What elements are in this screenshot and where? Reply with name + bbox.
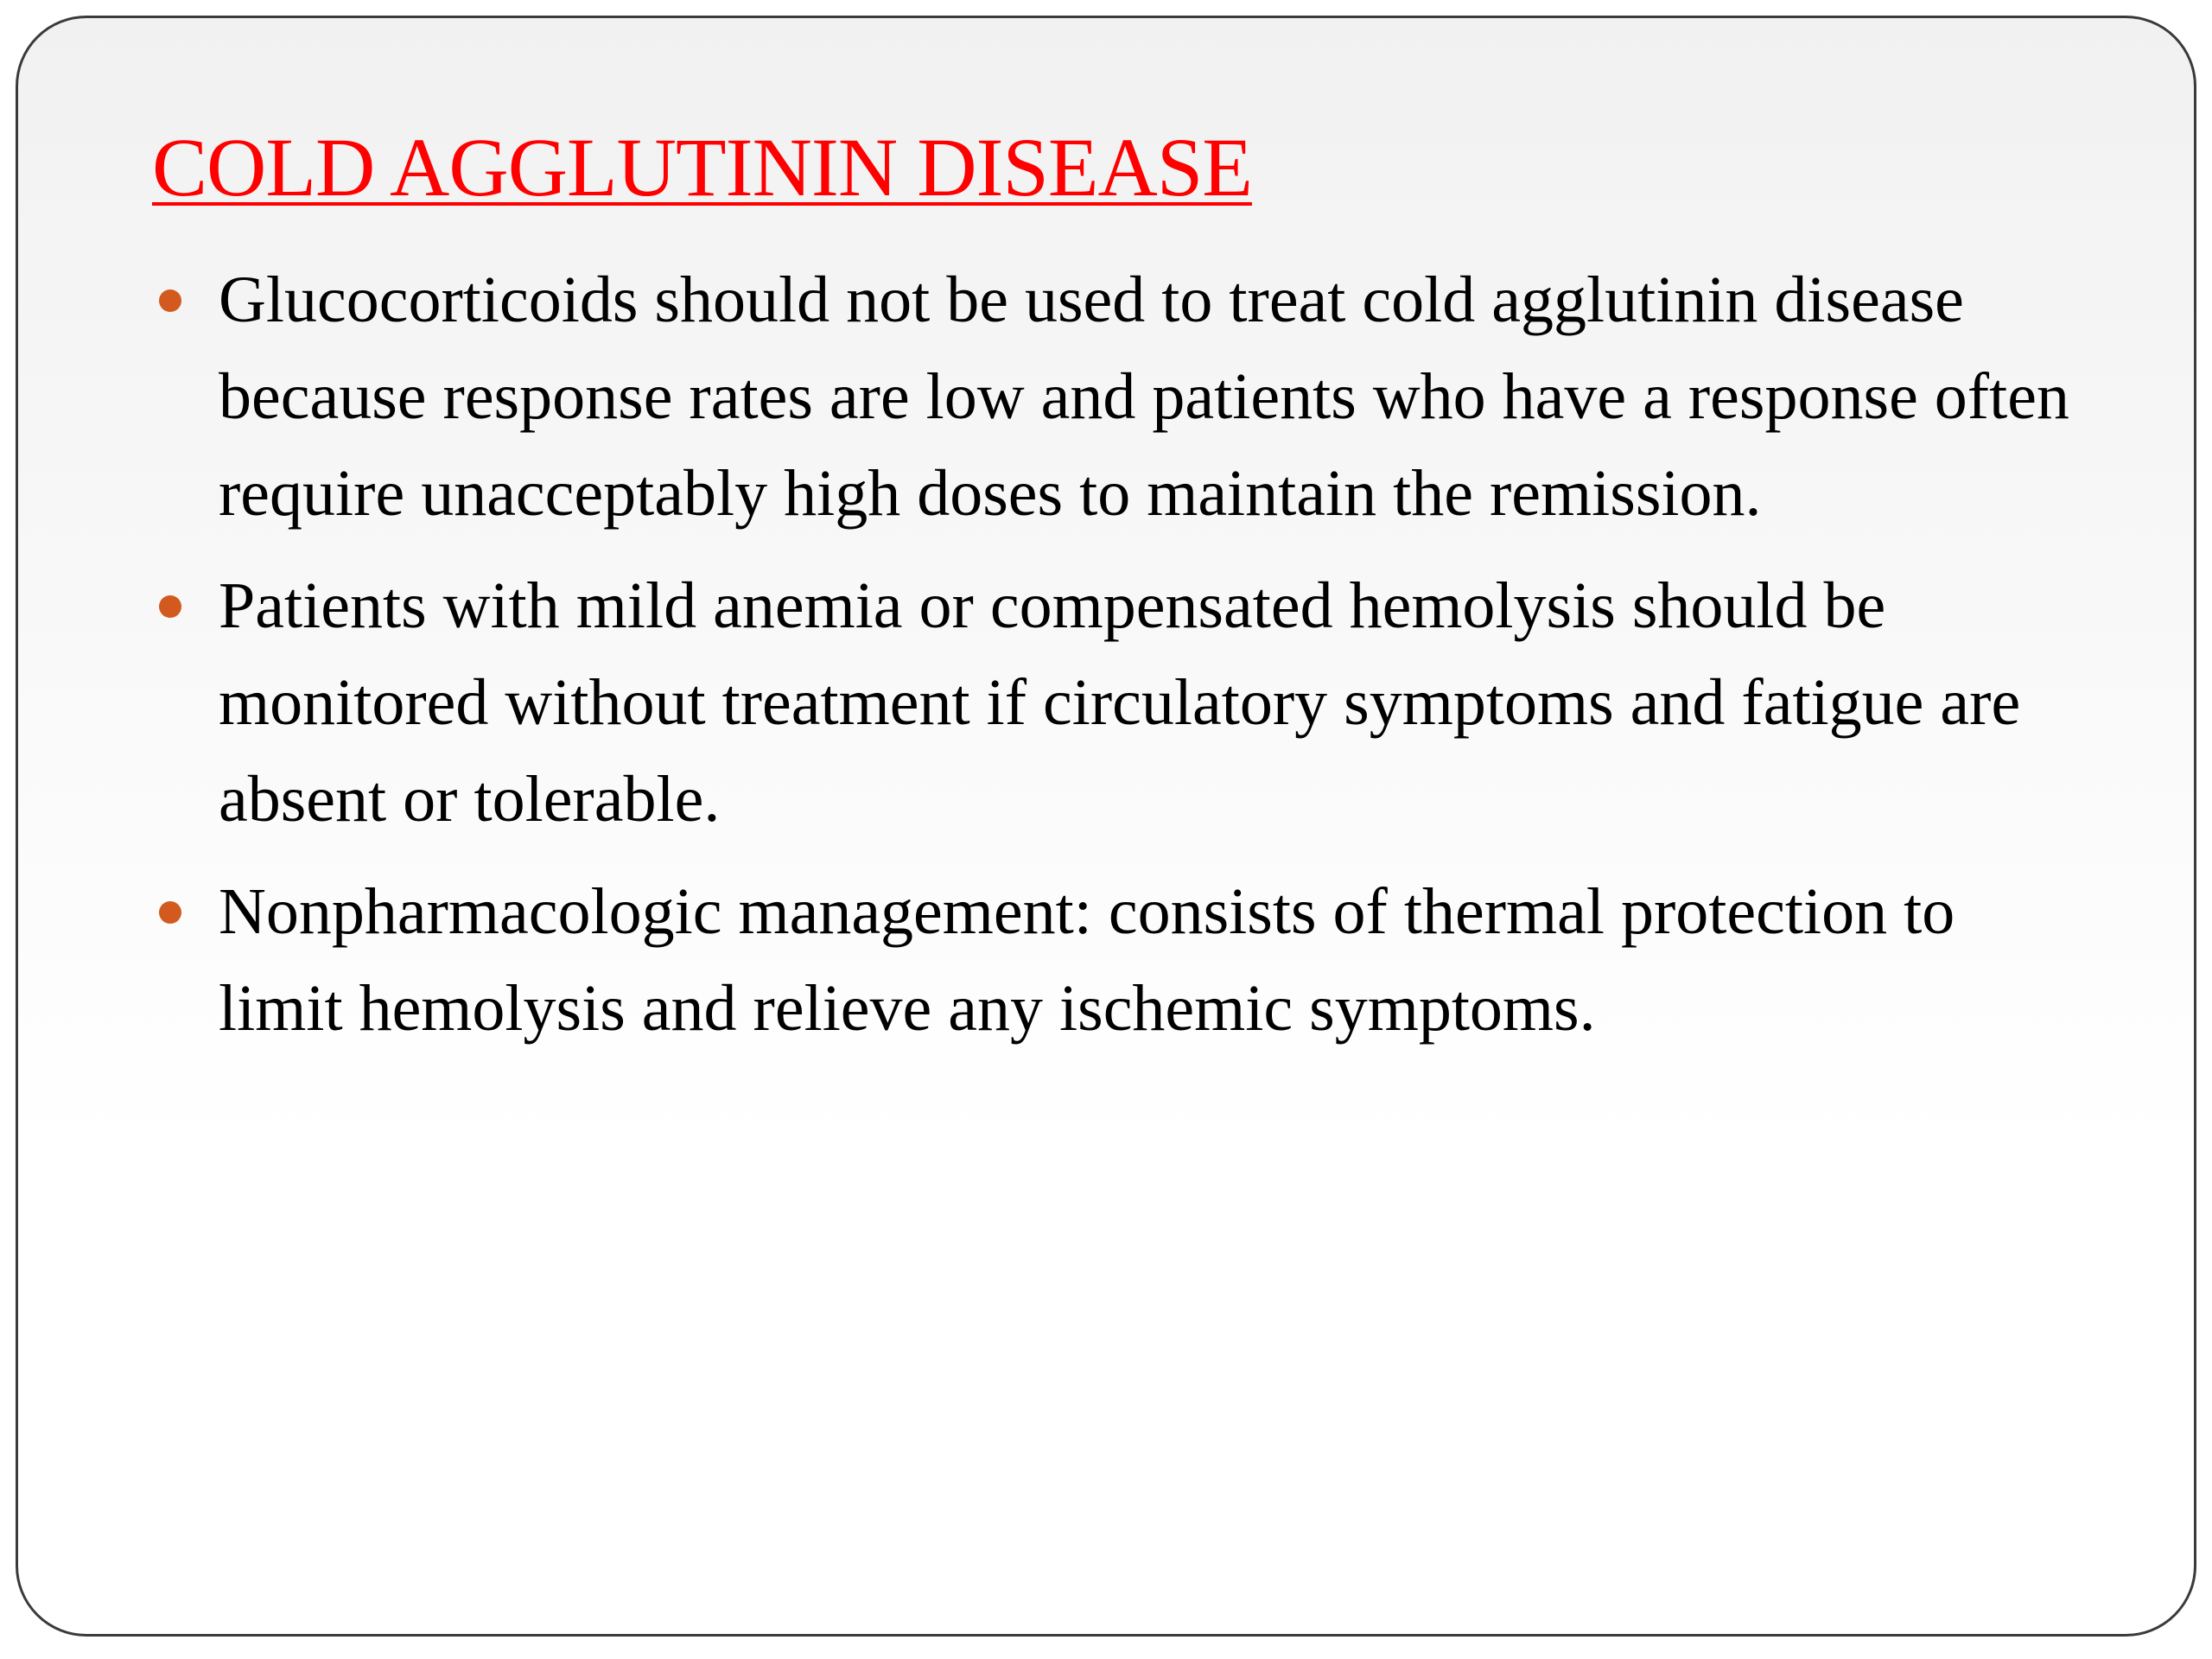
bullet-item [152, 557, 2079, 848]
bullet-list [152, 251, 2079, 1072]
bullet-text: Patients with mild anemia or compensated hemolysis should be monitored without treatment if circulatory symptoms and fatigue are absent or tolerable. [219, 569, 2021, 836]
bullet-dot-icon [159, 289, 181, 312]
bullet-dot-icon [159, 595, 181, 618]
bullet-dot-icon [159, 901, 181, 924]
bullet-text: Nonpharmacologic management: consists of thermal protection to limit hemolysis and relieve any ischemic symptoms. [219, 875, 1955, 1045]
bullet-item [152, 251, 2079, 542]
bullet-item [152, 863, 2079, 1057]
bullet-text: Glucocorticoids should not be used to treat cold agglutinin disease because response rates are low and patients who have a response often require unacceptably high doses to maintain the remission. [219, 264, 2069, 530]
slide-title: COLD AGGLUTININ DISEASE [152, 121, 1252, 213]
slide-frame [16, 16, 2196, 1637]
